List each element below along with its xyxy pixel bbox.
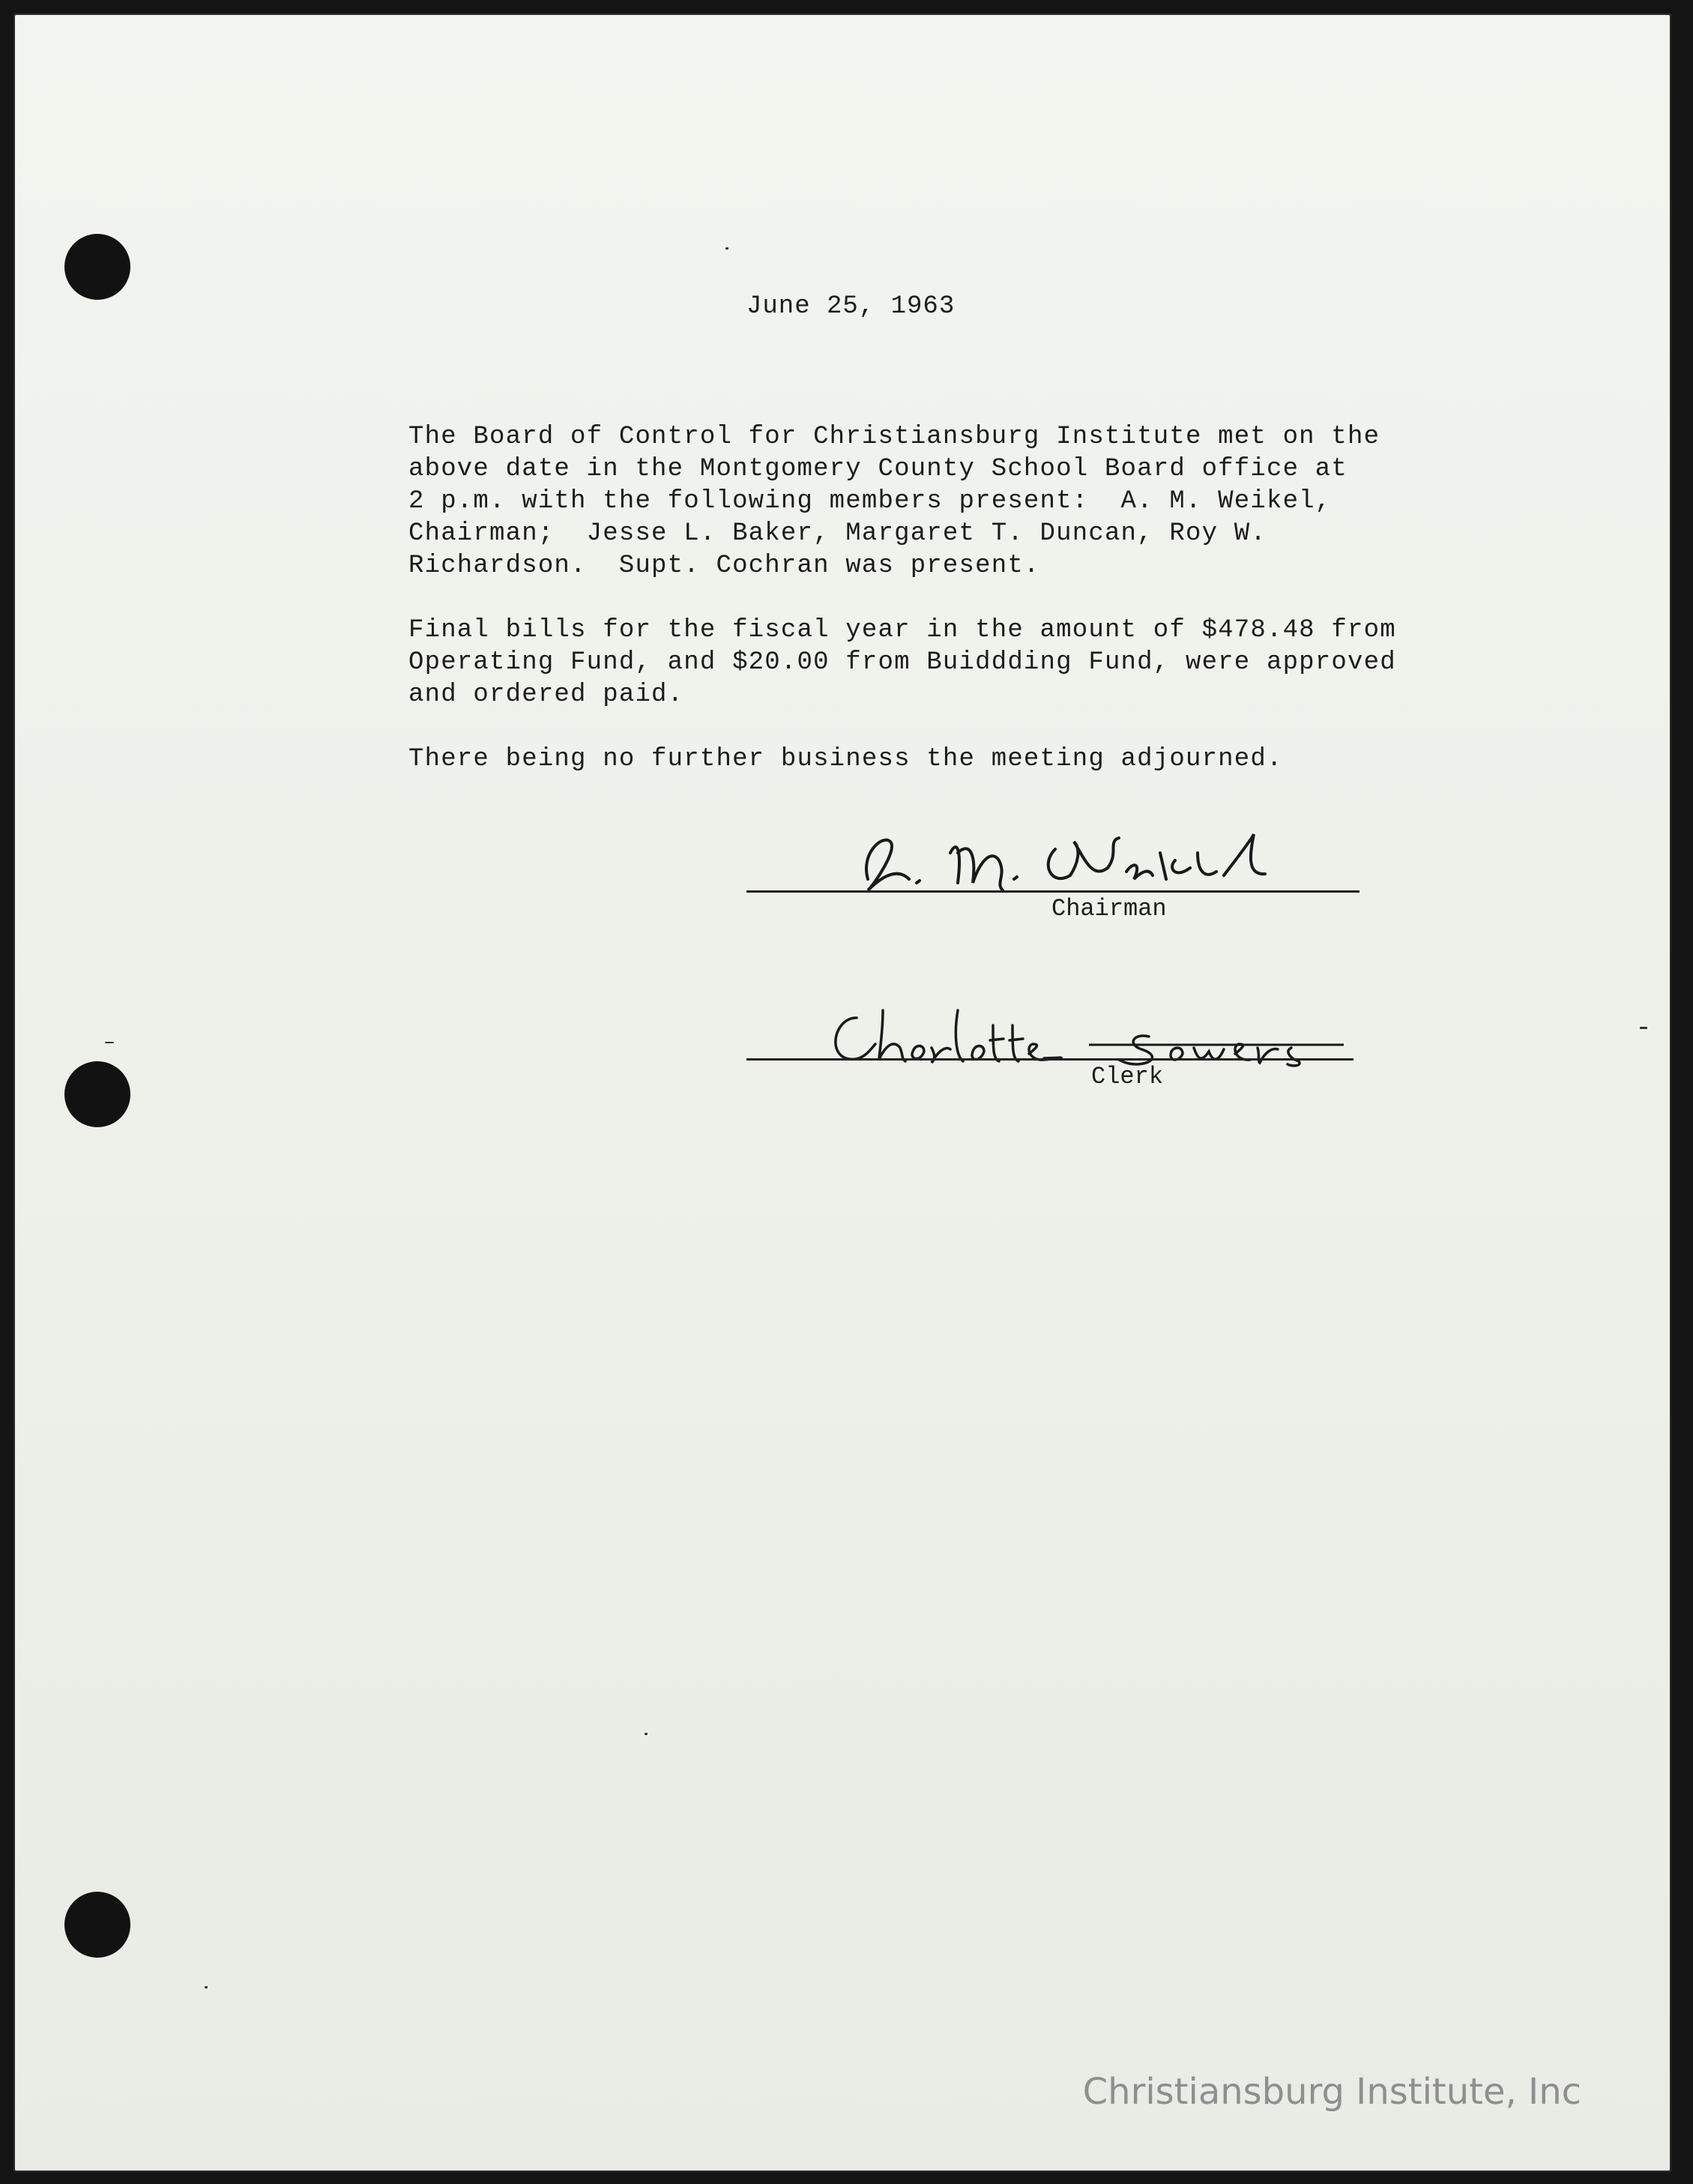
text-line: Final bills for the fiscal year in the amount of $478.48 from xyxy=(408,616,1396,645)
speck xyxy=(645,1733,648,1735)
chairman-label: Chairman xyxy=(1051,895,1167,923)
text-line: Chairman; Jesse L. Baker, Margaret T. Duncan, Roy W. xyxy=(408,519,1267,548)
chairman-signature-line xyxy=(746,890,1359,893)
watermark: Christiansburg Institute, Inc xyxy=(1082,2071,1581,2113)
meeting-paragraph xyxy=(408,421,1380,582)
text-line: and ordered paid. xyxy=(408,681,684,709)
punch-hole xyxy=(64,234,130,300)
text-line: There being no further business the meeting adjourned. xyxy=(408,745,1283,773)
speck xyxy=(1640,1027,1647,1029)
text-line: Richardson. Supt. Cochran was present. xyxy=(408,552,1040,580)
speck xyxy=(105,1042,114,1043)
adjournment-paragraph xyxy=(408,743,1283,776)
text-line: above date in the Montgomery County School Board office at xyxy=(408,455,1348,483)
document-date: June 25, 1963 xyxy=(746,292,956,321)
speck xyxy=(205,1986,208,1988)
punch-hole xyxy=(64,1892,130,1958)
clerk-label: Clerk xyxy=(1091,1063,1164,1091)
speck xyxy=(725,247,728,250)
clerk-signature-line xyxy=(746,1058,1354,1061)
text-line: The Board of Control for Christiansburg Institute met on the xyxy=(408,423,1380,451)
bills-paragraph xyxy=(408,615,1396,711)
text-line: 2 p.m. with the following members present: A. M. Weikel, xyxy=(408,487,1332,516)
punch-hole xyxy=(64,1061,130,1127)
text-line: Operating Fund, and $20.00 from Buiddding Fund, were approved xyxy=(408,648,1396,677)
document-page xyxy=(13,13,1671,2172)
